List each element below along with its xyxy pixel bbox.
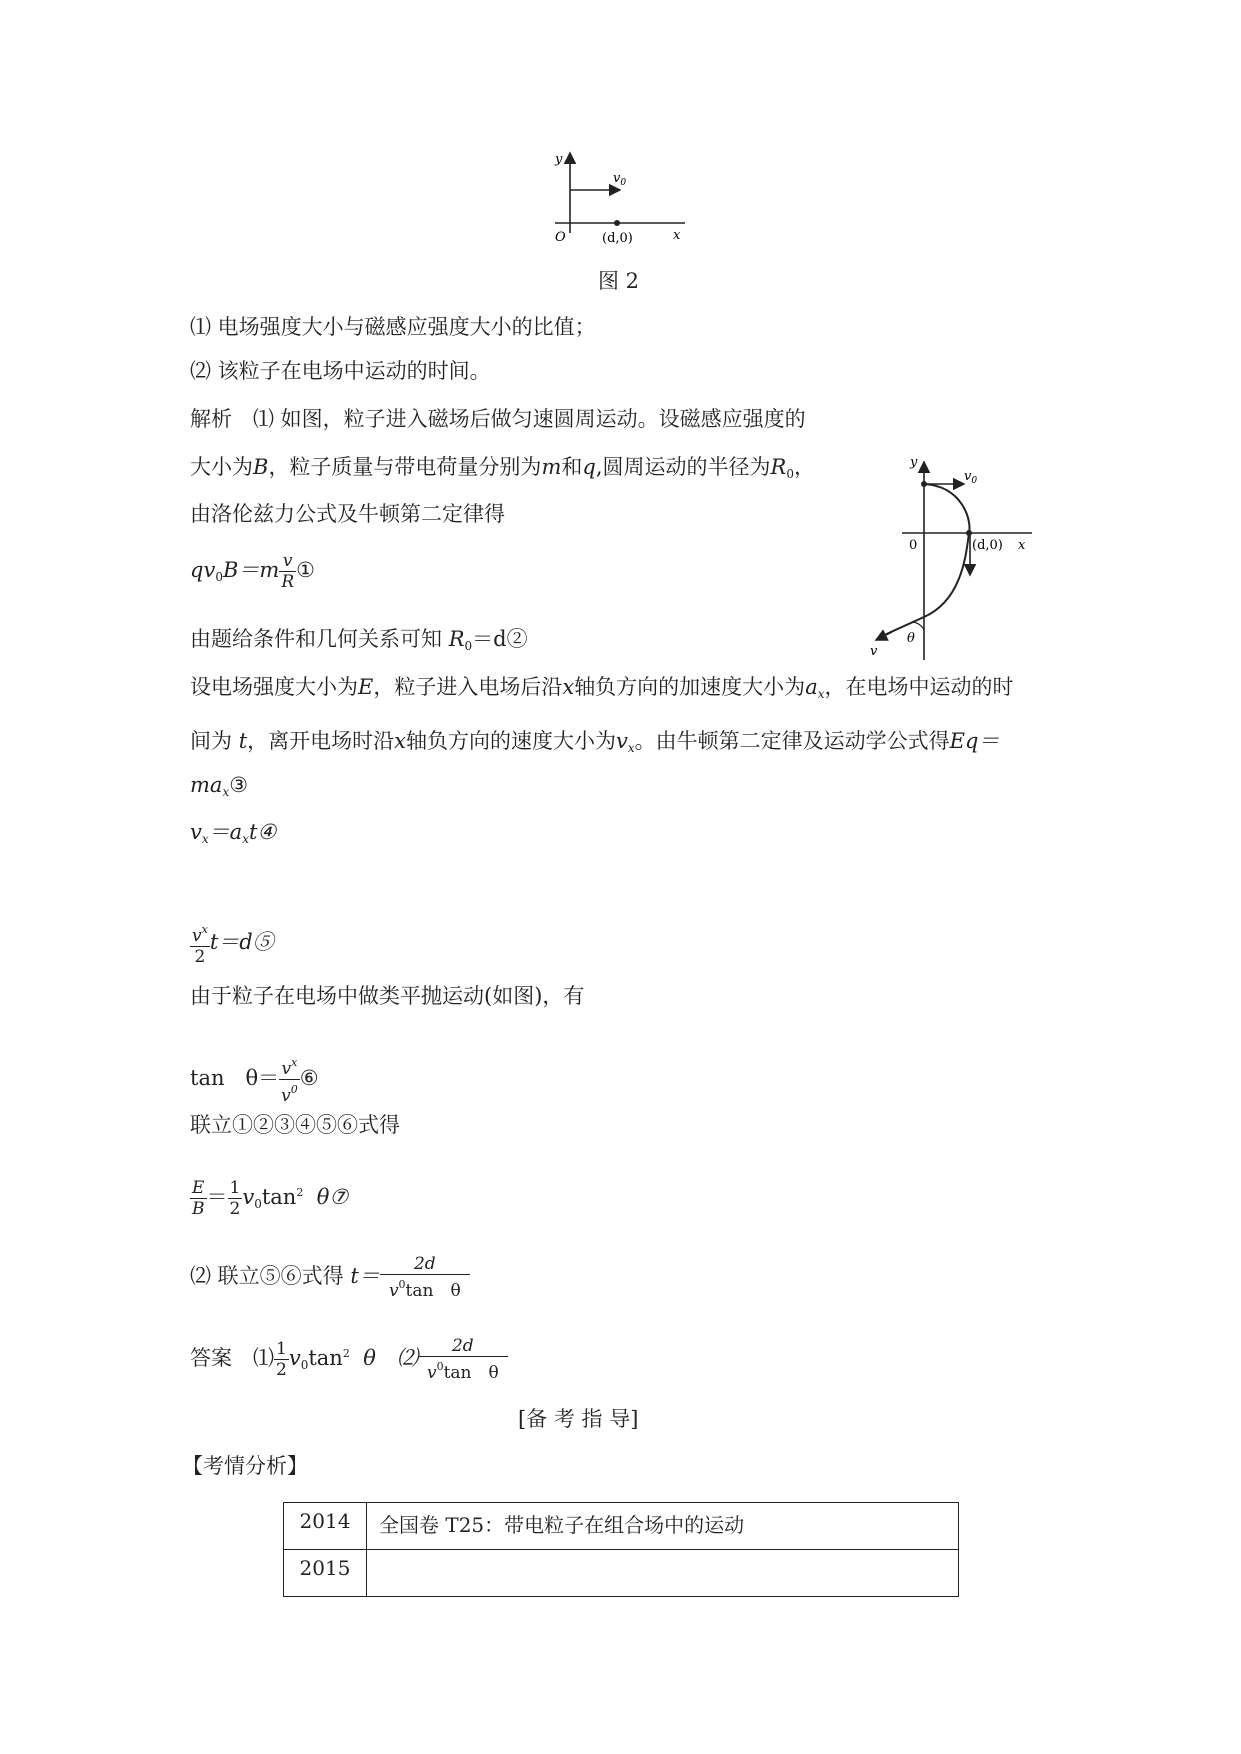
- solution-line-5: 由题给条件和几何关系可知 $R_0=d②$: [190, 627, 528, 653]
- right-point-label: (d,0): [972, 538, 1003, 553]
- trajectory-diagram: [862, 450, 1042, 665]
- solution-line-11: 由于粒子在电场中做类平抛运动(如图)，有: [190, 984, 585, 1008]
- table-cell-year: 2014: [284, 1503, 367, 1550]
- solution-line-6: 设电场强度大小为E，粒子进入电场后沿x轴负方向的加速度大小为$a_x$，在电场中运动的时: [190, 675, 1014, 701]
- section-heading: [备 考 指 导]: [518, 1407, 639, 1431]
- figure-2-diagram: [545, 148, 695, 248]
- right-y-label: y: [910, 455, 918, 470]
- equation-3: $ma_x③$: [190, 773, 249, 799]
- right-x-label: x: [1018, 538, 1026, 553]
- analysis-title: 【考情分析】: [182, 1454, 308, 1478]
- table-row: [284, 1503, 959, 1550]
- entry-point: [921, 481, 927, 487]
- right-v0-label: $v_0$: [964, 469, 978, 486]
- fig2-x-label: x: [673, 228, 681, 243]
- question-2: ⑵ 该粒子在电场中运动的时间。: [190, 359, 491, 383]
- point-d0: [614, 220, 620, 226]
- question-1: ⑴ 电场强度大小与磁感应强度大小的比值；: [190, 315, 596, 339]
- v-arrow: [876, 632, 892, 640]
- equation-5: $\frac{v^x}{2}$ t＝d⑤: [190, 920, 274, 967]
- fig2-origin-label: O: [555, 230, 566, 245]
- right-origin-label: 0: [909, 538, 918, 553]
- equation-7: $\frac{E}{B}$ ＝ $\frac{1}{2}$ $v_0\tan^2$ θ⑦: [192, 1178, 349, 1219]
- equation-1: $qv_0B=m$ $\frac{v}{R}$ ①: [190, 551, 315, 592]
- right-theta-label: θ: [907, 631, 915, 646]
- table-cell-year: 2015: [284, 1550, 367, 1597]
- exam-analysis-table: [283, 1502, 959, 1597]
- fig2-point-label: (d,0): [602, 231, 633, 246]
- point-d0: [966, 530, 972, 536]
- table-cell-content: [367, 1550, 959, 1597]
- solution-line-7: 间为 t，离开电场时沿x轴负方向的速度大小为$v_x$。由牛顿第二定律及运动学公式得Eq＝: [190, 729, 1000, 755]
- right-v-label: v: [870, 644, 878, 659]
- equation-6: tan θ＝ $\frac{v^x}{v^0}$ ⑥: [190, 1053, 319, 1106]
- theta-arc: [912, 622, 924, 630]
- figure-2-caption: 图 2: [598, 269, 640, 293]
- answer-line: 答案 ⑴ $\frac{1}{2}$ $v_0\tan^2$ θ ⑵ $\frac{2d}{v^0\tan \theta}$: [190, 1336, 508, 1383]
- solution-line-1: 解析 ⑴ 如图，粒子进入磁场后做匀速圆周运动。设磁感应强度的: [190, 407, 806, 431]
- fig2-y-label: y: [555, 152, 563, 167]
- equation-4: $v_x=a_xt④$: [190, 820, 277, 846]
- table-cell-content: 全国卷 T25：带电粒子在组合场中的运动: [367, 1503, 959, 1550]
- equation-8: ⑵ 联立⑤⑥式得 t＝ $\frac{2d}{v^0\tan \theta}$: [190, 1254, 470, 1301]
- solution-line-13: 联立①②③④⑤⑥式得: [190, 1113, 400, 1137]
- solution-line-3: 由洛伦兹力公式及牛顿第二定律得: [190, 502, 505, 526]
- fig2-v0-label: $v_0$: [613, 171, 627, 188]
- table-row: [284, 1550, 959, 1597]
- solution-line-2: 大小为B，粒子质量与带电荷量分别为m和q,圆周运动的半径为$R_0$，: [190, 455, 815, 481]
